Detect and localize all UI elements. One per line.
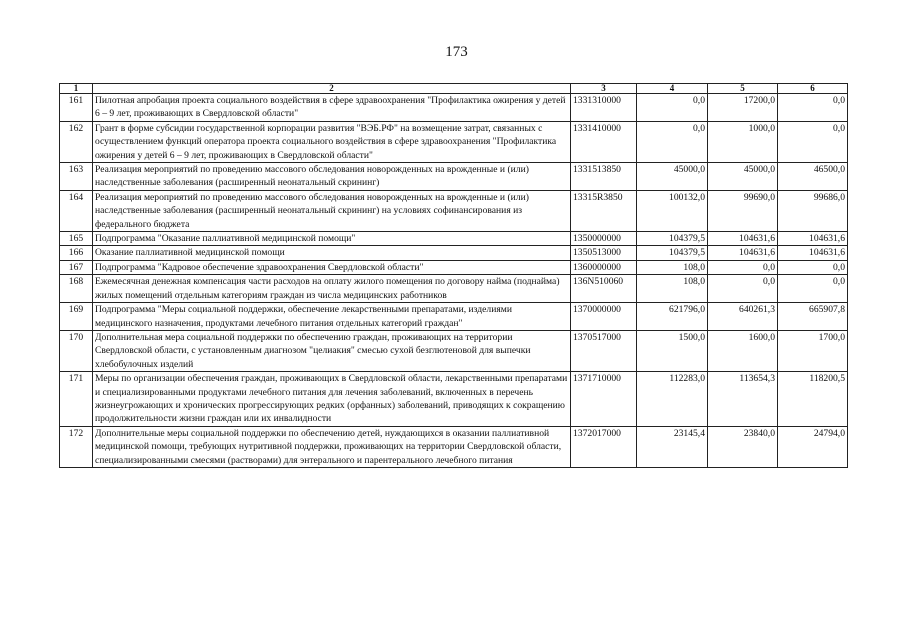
row-number: 168 (60, 275, 93, 303)
row-value-col5: 0,0 (708, 275, 778, 303)
row-value-col4: 108,0 (637, 275, 708, 303)
page-number: 173 (445, 44, 468, 60)
table-row (60, 190, 848, 231)
row-value-col6: 46500,0 (778, 163, 848, 191)
row-description: Реализация мероприятий по проведению массового обследования новорожденных на врожденные и (или) наследственные заболевания (расширенный неонатальный скрининг) на условиях софинансирования из федерального бюджета (93, 190, 571, 231)
table-row (60, 163, 848, 191)
column-header: 6 (778, 84, 848, 94)
table-row (60, 426, 848, 467)
row-value-col4: 45000,0 (637, 163, 708, 191)
row-value-col6: 665907,8 (778, 303, 848, 331)
row-number: 161 (60, 94, 93, 122)
table-header-row (60, 84, 848, 94)
row-value-col5: 113654,3 (708, 372, 778, 427)
column-header: 3 (571, 84, 637, 94)
row-number: 165 (60, 232, 93, 246)
row-description: Подпрограмма "Оказание паллиативной медицинской помощи" (93, 232, 571, 246)
row-value-col6: 1700,0 (778, 330, 848, 371)
row-code: 1331410000 (571, 121, 637, 162)
row-value-col4: 1500,0 (637, 330, 708, 371)
row-description: Дополнительные меры социальной поддержки по обеспечению детей, нуждающихся в оказании паллиативной медицинской помощи, требующих нутритивной поддержки, проживающих на территории Свердловской области, специализированными смесями (растворами) для энтерального и парентерального лечебного питания (93, 426, 571, 467)
row-description: Дополнительная мера социальной поддержки по обеспечению граждан, проживающих на территории Свердловской области, с установленным диагнозом "целиакия" смесью сухой безглютеновой для выпечки хлебобулочных изделий (93, 330, 571, 371)
row-value-col6: 99686,0 (778, 190, 848, 231)
row-description: Подпрограмма "Кадровое обеспечение здравоохранения Свердловской области" (93, 260, 571, 274)
row-number: 164 (60, 190, 93, 231)
row-code: 1370000000 (571, 303, 637, 331)
row-code: 1331310000 (571, 94, 637, 122)
row-code: 1372017000 (571, 426, 637, 467)
row-value-col6: 24794,0 (778, 426, 848, 467)
column-header: 4 (637, 84, 708, 94)
row-value-col6: 0,0 (778, 121, 848, 162)
row-code: 136N510060 (571, 275, 637, 303)
row-value-col6: 118200,5 (778, 372, 848, 427)
row-value-col5: 0,0 (708, 260, 778, 274)
row-value-col4: 104379,5 (637, 232, 708, 246)
row-value-col6: 0,0 (778, 260, 848, 274)
row-value-col5: 99690,0 (708, 190, 778, 231)
row-code: 1331513850 (571, 163, 637, 191)
table-row (60, 246, 848, 260)
row-number: 169 (60, 303, 93, 331)
row-value-col6: 104631,6 (778, 246, 848, 260)
table-row (60, 330, 848, 371)
table-row (60, 303, 848, 331)
row-number: 167 (60, 260, 93, 274)
row-value-col6: 104631,6 (778, 232, 848, 246)
row-code: 1371710000 (571, 372, 637, 427)
row-code: 1360000000 (571, 260, 637, 274)
row-description: Пилотная апробация проекта социального воздействия в сфере здравоохранения "Профилактика ожирения у детей 6 – 9 лет, проживающих в Свердловской области" (93, 94, 571, 122)
row-number: 166 (60, 246, 93, 260)
row-number: 171 (60, 372, 93, 427)
row-value-col5: 104631,6 (708, 246, 778, 260)
row-value-col4: 112283,0 (637, 372, 708, 427)
table-row (60, 372, 848, 427)
column-header: 5 (708, 84, 778, 94)
row-value-col4: 0,0 (637, 121, 708, 162)
row-number: 163 (60, 163, 93, 191)
row-value-col4: 100132,0 (637, 190, 708, 231)
row-value-col5: 640261,3 (708, 303, 778, 331)
row-number: 170 (60, 330, 93, 371)
table-row (60, 275, 848, 303)
row-description: Оказание паллиативной медицинской помощи (93, 246, 571, 260)
row-value-col5: 1000,0 (708, 121, 778, 162)
row-value-col6: 0,0 (778, 275, 848, 303)
row-value-col4: 621796,0 (637, 303, 708, 331)
row-value-col5: 17200,0 (708, 94, 778, 122)
row-value-col5: 45000,0 (708, 163, 778, 191)
row-description: Подпрограмма "Меры социальной поддержки, обеспечение лекарственными препаратами, изделиями медицинского назначения, продуктами лечебного питания отдельных категорий граждан" (93, 303, 571, 331)
row-value-col4: 104379,5 (637, 246, 708, 260)
row-code: 1350513000 (571, 246, 637, 260)
row-value-col5: 104631,6 (708, 232, 778, 246)
table-row (60, 94, 848, 122)
table-row (60, 260, 848, 274)
row-code: 1370517000 (571, 330, 637, 371)
row-value-col5: 1600,0 (708, 330, 778, 371)
row-value-col4: 108,0 (637, 260, 708, 274)
column-header: 2 (93, 84, 571, 94)
row-value-col4: 0,0 (637, 94, 708, 122)
row-value-col6: 0,0 (778, 94, 848, 122)
row-description: Грант в форме субсидии государственной корпорации развития "ВЭБ.РФ" на возмещение затрат, связанных с осуществлением функций оператора проекта социального воздействия в сфере здравоохранения "Профилактика ожирения у детей 6 – 9 лет, проживающих в Свердловской области" (93, 121, 571, 162)
row-number: 172 (60, 426, 93, 467)
row-description: Реализация мероприятий по проведению массового обследования новорожденных на врожденные и (или) наследственные заболевания (расширенный неонатальный скрининг) (93, 163, 571, 191)
row-number: 162 (60, 121, 93, 162)
row-code: 13315R3850 (571, 190, 637, 231)
row-value-col5: 23840,0 (708, 426, 778, 467)
column-header: 1 (60, 84, 93, 94)
row-code: 1350000000 (571, 232, 637, 246)
table-row (60, 232, 848, 246)
table-body (60, 94, 848, 468)
budget-table (59, 83, 848, 468)
row-description: Ежемесячная денежная компенсация части расходов на оплату жилого помещения по договору найма (поднайма) жилых помещений отдельным категориям граждан из числа медицинских работников (93, 275, 571, 303)
table-row (60, 121, 848, 162)
row-value-col4: 23145,4 (637, 426, 708, 467)
row-description: Меры по организации обеспечения граждан, проживающих в Свердловской области, лекарственными препаратами и специализированными продуктами лечебного питания для лечения заболеваний, включенных в перечень жизнеугрожающих и хронических прогрессирующих редких (орфанных) заболеваний, приводящих к сокращению продолжительности жизни граждан или их инвалидности (93, 372, 571, 427)
